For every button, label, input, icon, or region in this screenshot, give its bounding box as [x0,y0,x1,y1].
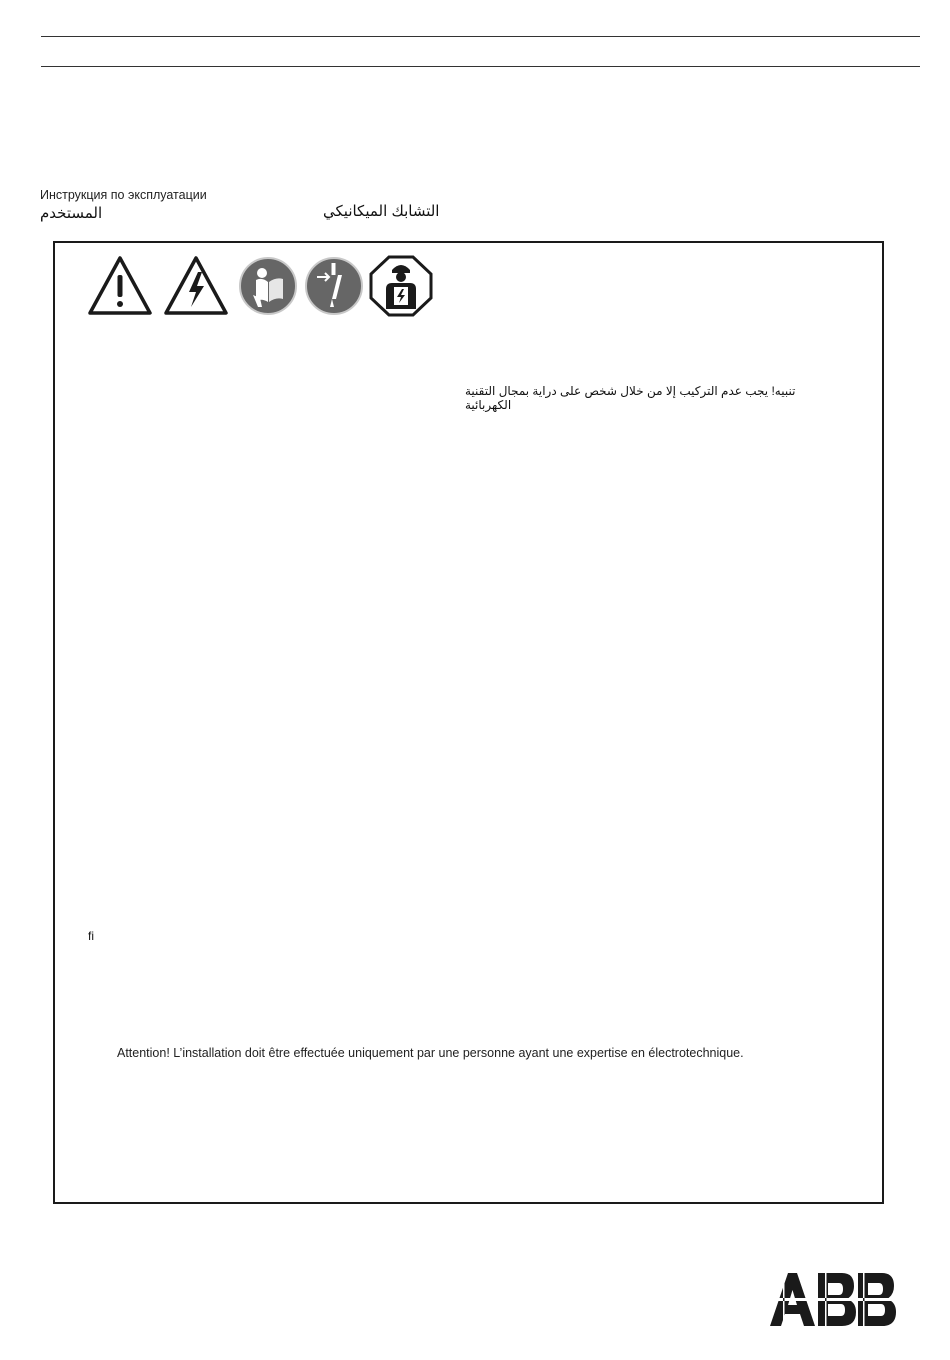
electrical-hazard-icon [164,255,228,317]
header-rule-top [41,36,920,37]
stray-text: fi [88,929,94,943]
qualified-electrician-icon [369,255,433,317]
warning-arabic: تنبيه! يجب عدم التركيب إلا من خلال شخص على دراية بمجال التقنية الكهربائية [465,384,796,412]
warning-french: Attention! L’installation doit être effectuée uniquement par une personne ayant une expertise en électrotechnique. [117,1046,744,1060]
read-manual-icon [236,255,300,317]
header-rule-bottom [41,66,920,67]
subtitle-russian: Инструкция по эксплуатации [40,188,207,202]
disconnect-before-work-icon [302,255,366,317]
general-warning-icon [88,255,152,317]
abb-logo [770,1273,900,1326]
subtitle-arabic-user: المستخدم [40,205,103,222]
subtitle-arabic-interlock: التشابك الميكانيكي [323,203,440,220]
